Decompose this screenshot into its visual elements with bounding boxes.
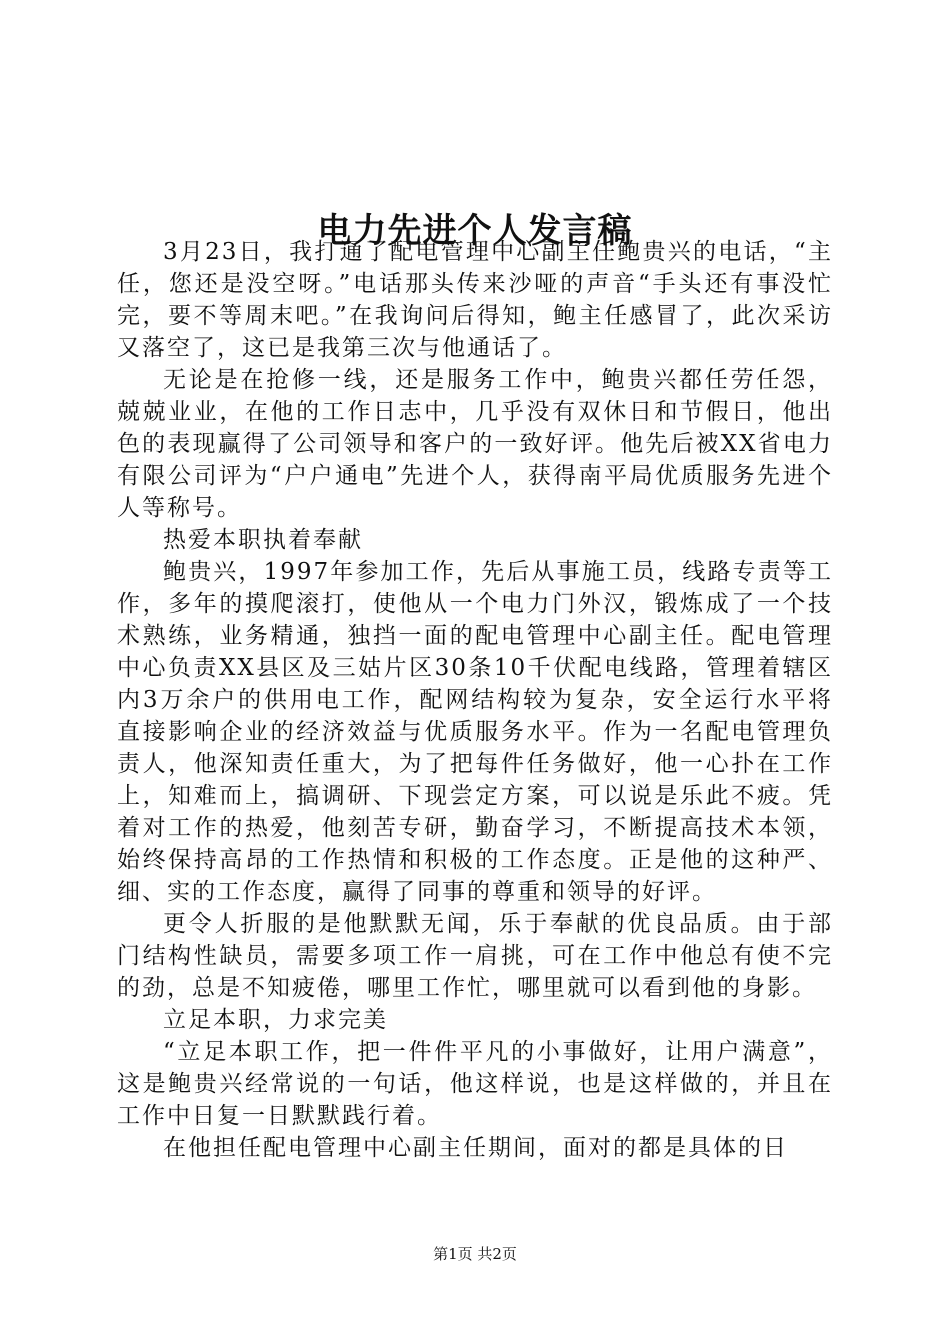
paragraph: 3月23日，我打通了配电管理中心副主任鲍贵兴的电话，“主任，您还是没空呀。”电话那头传来沙哑的声音“手头还有事没忙完，要不等周末吧。”在我询问后得知，鲍主任感冒了，此次采访又落空了，这已是我第三次与他通话了。 (117, 239, 833, 361)
paragraph: 在他担任配电管理中心副主任期间，面对的都是具体的日 (163, 1135, 788, 1161)
section-heading: 立足本职，力求完美 (163, 1007, 388, 1033)
page-footer: 第1页 共2页 (433, 1245, 517, 1263)
paragraph: 无论是在抢修一线，还是服务工作中，鲍贵兴都任劳任怨，兢兢业业，在他的工作日志中，几乎没有双休日和节假日，他出色的表现赢得了公司领导和客户的一致好评。他先后被XX省电力有限公司评为“户户通电”先进个人，获得南平局优质服务先进个人等称号。 (117, 367, 833, 521)
section-heading: 热爱本职执着奉献 (163, 527, 363, 553)
paragraph: “立足本职工作，把一件件平凡的小事做好，让用户满意”，这是鲍贵兴经常说的一句话，他这样说，也是这样做的，并且在工作中日复一日默默践行着。 (117, 1039, 833, 1129)
document-body (117, 236, 833, 1164)
document-title: 电力先进个人发言稿 (317, 210, 633, 251)
paragraph: 更令人折服的是他默默无闻，乐于奉献的优良品质。由于部门结构性缺员，需要多项工作一肩挑，可在工作中他总有使不完的劲，总是不知疲倦，哪里工作忙，哪里就可以看到他的身影。 (117, 911, 833, 1001)
paragraph: 鲍贵兴，1997年参加工作，先后从事施工员，线路专责等工作，多年的摸爬滚打，使他从一个电力门外汉，锻炼成了一个技术熟练，业务精通，独挡一面的配电管理中心副主任。配电管理中心负责XX县区及三姑片区30条10千伏配电线路，管理着辖区内3万余户的供用电工作，配网结构较为复杂，安全运行水平将直接影响企业的经济效益与优质服务水平。作为一名配电管理负责人，他深知责任重大，为了把每件任务做好，他一心扑在工作上，知难而上，搞调研、下现尝定方案，可以说是乐此不疲。凭着对工作的热爱，他刻苦专研，勤奋学习，不断提高技术本领，始终保持高昂的工作热情和积极的工作态度。正是他的这种严、细、实的工作态度，赢得了同事的尊重和领导的好评。 (117, 559, 833, 905)
